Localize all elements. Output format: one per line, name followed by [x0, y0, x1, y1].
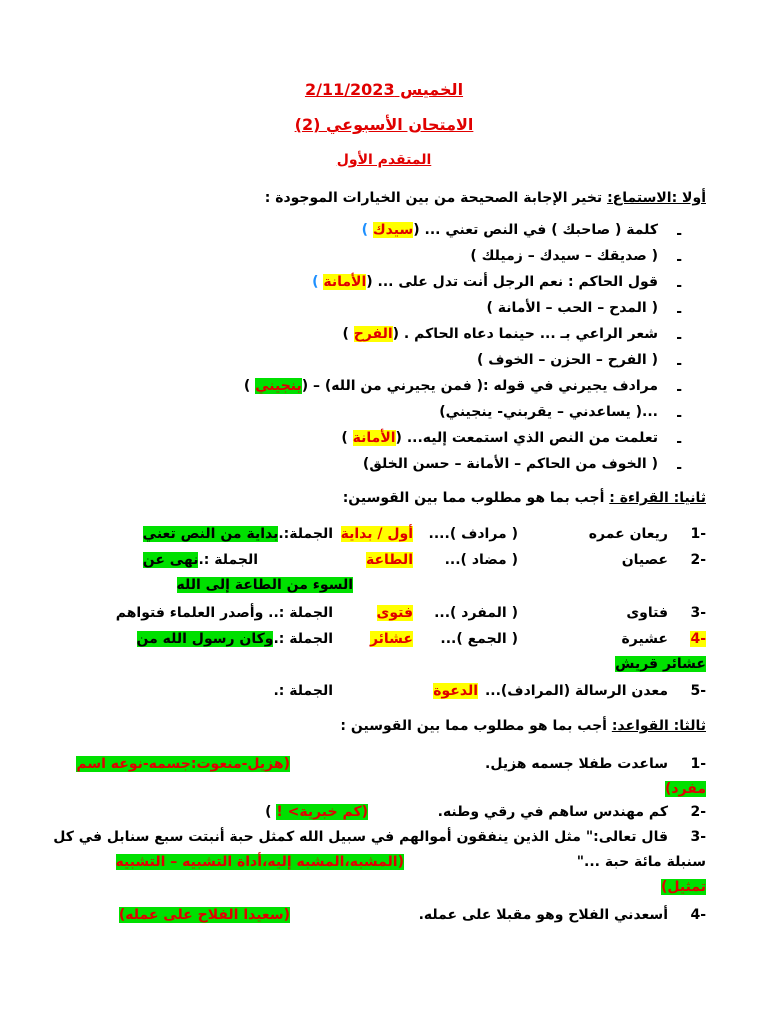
- bullet: -: [676, 278, 682, 294]
- row-number: -1: [690, 756, 706, 772]
- grammar-answer-group: [265, 804, 368, 820]
- reading-sentence: الجملة :.: [273, 683, 333, 699]
- row-number: -2: [690, 552, 706, 568]
- section-grammar-title: ثالثا: القواعد:: [611, 718, 706, 734]
- reading-sentence: [143, 552, 258, 568]
- row-number: -4: [690, 907, 706, 923]
- question-text: كلمة ( صاحبك ) في النص تعني ... (: [413, 222, 658, 238]
- answer-highlight: الأمانة: [323, 274, 367, 290]
- list-item: [362, 222, 658, 238]
- row-number: -5: [690, 683, 706, 699]
- exam-date: الخميس 2/11/2023: [304, 80, 464, 99]
- grammar-sentence-continuation: سنبلة مائة حبة ...": [576, 854, 706, 870]
- answer-highlight: الفرح: [353, 326, 393, 342]
- answer-highlight: ينجيني: [255, 378, 302, 394]
- reading-sentence: الجملة :.. وأصدر العلماء فتواهم: [115, 605, 333, 621]
- reading-word: ريعان عمره: [588, 526, 668, 542]
- exam-level: المتقدم الأول: [336, 152, 432, 168]
- sentence-continuation: السوء من الطاعة إلى الله: [176, 577, 353, 593]
- row-number: -2: [690, 804, 706, 820]
- sentence-label: الجملة :.: [273, 631, 333, 647]
- reading-answer: الدعوة: [433, 683, 478, 699]
- section-reading-instruction: أجب بما هو مطلوب مما بين القوسين:: [342, 490, 610, 506]
- bullet: -: [676, 460, 682, 476]
- grammar-answer: (سعيدا الفلاح على عمله): [118, 907, 290, 923]
- grammar-sentence: كم مهندس ساهم في رقي وطنه.: [437, 804, 668, 820]
- list-item: ...( يساعدني – يقربني- ينجيني): [439, 404, 658, 420]
- bullet: -: [676, 434, 682, 450]
- grammar-sentence: قال تعالى:" مثل الذين ينفقون أموالهم في سبيل الله كمثل حبة أنبتت سبع سنابل في كل: [53, 829, 668, 845]
- sentence-answer: وكان رسول الله من: [136, 631, 274, 647]
- grammar-answer-continuation: تمثيل): [661, 879, 706, 895]
- paren: ): [312, 274, 324, 290]
- grammar-answer: (المشبه،المشبه إليه،أداة التشبيه – التشبيه: [115, 854, 404, 870]
- sentence-continuation: عشائر قريش: [615, 656, 706, 672]
- grammar-answer: (هزيل-منعوت:جسمه-نوعه اسم: [76, 756, 290, 772]
- section-grammar-heading: [340, 718, 706, 734]
- list-item: [244, 378, 658, 394]
- question-text: مرادف يجيرني في قوله :( فمن يجيرني من الله) – (: [301, 378, 658, 394]
- reading-answer: فتوى: [376, 605, 413, 621]
- grammar-sentence: ساعدت طفلا جسمه هزيل.: [485, 756, 668, 772]
- grammar-answer: (كم خبرية> !: [276, 804, 368, 820]
- reading-answer: عشائر: [369, 631, 413, 647]
- section-listening-heading: [265, 190, 706, 206]
- question-text: شعر الراعي بـ ... حينما دعاه الحاكم . (: [392, 326, 658, 342]
- reading-sentence: [143, 526, 333, 542]
- list-item: [342, 326, 658, 342]
- bullet: -: [676, 304, 682, 320]
- reading-word: عصيان: [621, 552, 668, 568]
- question-text: قول الحاكم : نعم الرجل أنت تدل على ... (: [366, 274, 658, 290]
- question-text: تعلمت من النص الذي استمعت إليه... (: [395, 430, 658, 446]
- reading-answer: الطاعة: [365, 552, 413, 568]
- list-item: ( صديقك – سيدك – زميلك ): [470, 248, 658, 264]
- answer-highlight: سيدك: [372, 222, 414, 238]
- paren: ): [341, 430, 353, 446]
- list-item: [341, 430, 658, 446]
- paren: ): [265, 804, 277, 820]
- bullet: -: [676, 382, 682, 398]
- paren: ): [243, 378, 256, 394]
- section-reading-heading: [343, 490, 706, 506]
- reading-sentence: [137, 631, 333, 647]
- section-listening-title: أولا :الاستماع:: [607, 190, 706, 206]
- bullet: -: [676, 356, 682, 372]
- grammar-sentence: أسعدني الفلاح وهو مقبلا على عمله.: [418, 907, 668, 923]
- section-listening-instruction: تخير الإجابة الصحيحة من بين الخيارات الموجودة :: [264, 190, 608, 206]
- section-reading-title: ثانيا: القراءة :: [609, 490, 706, 506]
- reading-word: فتاوى: [626, 605, 668, 621]
- reading-word: عشيرة: [621, 631, 668, 647]
- sentence-label: الجملة:.: [278, 526, 333, 542]
- reading-answer: أول / بداية: [340, 526, 413, 542]
- reading-type: ( المفرد )...: [434, 605, 518, 621]
- row-number: -3: [690, 605, 706, 621]
- list-item: ( الخوف من الحاكم – الأمانة – حسن الخلق): [362, 456, 658, 472]
- answer-highlight: الأمانة: [352, 430, 396, 446]
- exam-title: الامتحان الأسبوعي (2): [294, 115, 474, 134]
- sentence-answer: بداية من النص تعني: [142, 526, 279, 542]
- row-number: -3: [690, 829, 706, 845]
- row-number: -1: [690, 526, 706, 542]
- sentence-answer: نهى عن: [142, 552, 199, 568]
- list-item: [312, 274, 658, 290]
- reading-type: ( الجمع )...: [440, 631, 518, 647]
- bullet: -: [676, 408, 682, 424]
- bullet: -: [676, 226, 682, 242]
- grammar-answer-continuation: مفرد): [664, 781, 706, 797]
- bullet: -: [676, 330, 682, 346]
- list-item: ( الفرح – الحزن – الخوف ): [477, 352, 658, 368]
- reading-type: ( مرادف )....: [428, 526, 518, 542]
- row-number: -4: [690, 631, 706, 647]
- bullet: -: [676, 252, 682, 268]
- paren: ): [342, 326, 354, 342]
- reading-word: معدن الرسالة (المرادف)...: [484, 683, 668, 699]
- list-item: ( المدح – الحب – الأمانة ): [486, 300, 658, 316]
- sentence-label: الجملة :.: [198, 552, 258, 568]
- reading-type: ( مضاد )...: [444, 552, 518, 568]
- section-grammar-instruction: أجب بما هو مطلوب مما بين القوسين :: [340, 718, 612, 734]
- paren: ): [361, 222, 373, 238]
